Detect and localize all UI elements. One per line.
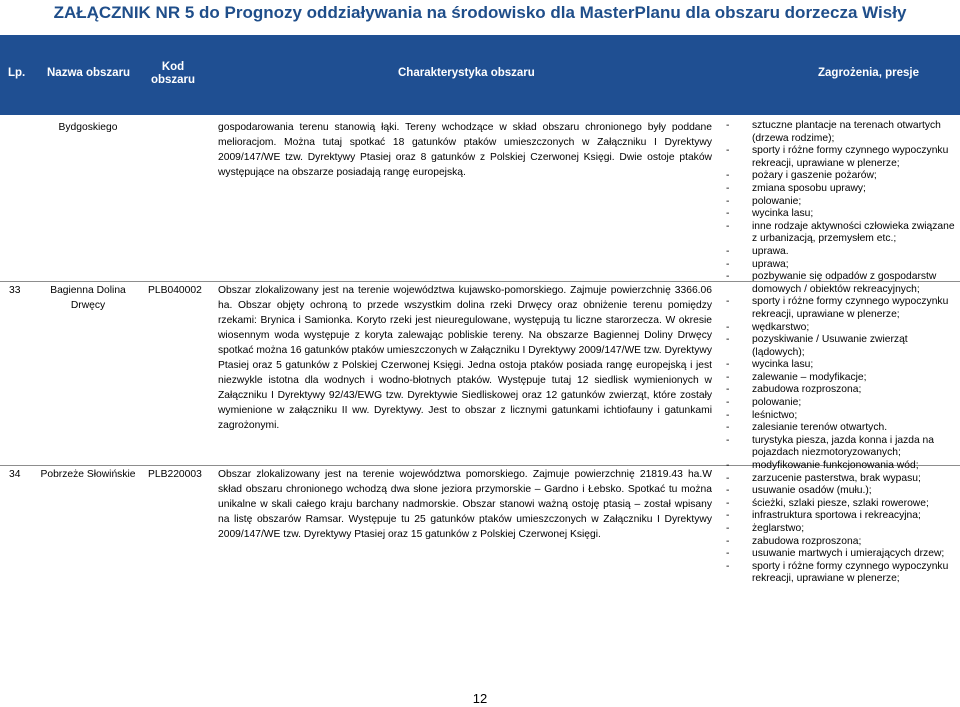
threat-item: - pozyskiwanie / Usuwanie zwierząt (lądowych); — [726, 334, 958, 359]
threat-item: - polowanie; — [726, 397, 958, 410]
threat-item: - uprawa; — [726, 259, 958, 272]
threat-item: - żeglarstwo; — [726, 523, 958, 536]
header-nazwa: Nazwa obszaru — [47, 67, 131, 79]
row-number: 33 — [9, 285, 21, 296]
row-description: Obszar zlokalizowany jest na terenie województwa kujawsko-pomorskiego. Zajmuje powierzchnię 3366.06 ha. Obszar objęty ochroną to przede wszystkim dolina rzeki Drwęcy oraz obniżenie terenu pomiędzy rzekami: Brynica i Samionka. Koryto rzeki jest nieuregulowane, występują tu liczne starorzecza. W okresie wiosennym woda występuje z koryta zalewając pobliskie tereny. Na obszarze Bagiennej Doliny Drwęcy spotkać można 16 gatunków ptaków umieszczonych w Załączniku I Dyrektywy 2009/147/WE tzw. Dyrektywy Ptasiej oraz 5 gatunków z Polskiej Czerwonej Księgi. Jedna ostoja ptaków posiada rangę europejską i jest niezwykle istotna dla wodnych i wodno-błotnych ptaków. Występuje tutaj 12 siedlisk wymienionych w Załączniku I Dyrektywy 92/43/EWG tzw. Dyrektywie Siedliskowej oraz 12 gatunków zwierząt, które zostały wymienione w załączniku II ww. Dyrektywy. Jest to obszar z licznymi gatunkami ichtiofauny i gatunkami zagrożonymi. — [218, 285, 712, 431]
header-kod: Kod obszaru — [150, 61, 196, 86]
threats-column — [726, 120, 958, 586]
threat-item: - wycinka lasu; — [726, 208, 958, 221]
threat-item: - zmiana sposobu uprawy; — [726, 183, 958, 196]
row-code: PLB220003 — [148, 469, 202, 480]
threat-item: - polowanie; — [726, 196, 958, 209]
row-name: Bydgoskiego — [58, 122, 118, 133]
row-description: Obszar zlokalizowany jest na terenie województwa pomorskiego. Zajmuje powierzchnię 21819.43 ha.W skład obszaru chronionego wchodzą dwa słone jeziora przymorskie – Gardno i Łebsko. Spotkać tu można unikalne w skali całego kraju barchany nadmorskie. Obszar stanowi ważną ostoję ptasią – został wpisany na listę obszarów Ramsar. Występuje tu 25 gatunków ptaków umieszczonych w Załączniku I Dyrektywy 2009/147/WE tzw. Dyrektywy Ptasiej oraz 15 gatunków z Polskiej Czerwonej Księgi. — [218, 469, 712, 540]
table-header — [0, 35, 960, 115]
threat-item: - zarzucenie pasterstwa, brak wypasu; — [726, 473, 958, 486]
threat-item: - modyfikowanie funkcjonowania wód; — [726, 460, 958, 473]
threat-item: - usuwanie osadów (mułu.); — [726, 485, 958, 498]
threats-list-33 — [726, 259, 958, 435]
threat-item: - wycinka lasu; — [726, 359, 958, 372]
row-name: Bagienna Dolina Drwęcy — [50, 285, 126, 311]
threat-item: - inne rodzaje aktywności człowieka związane z urbanizacją, przemysłem etc.; — [726, 221, 958, 246]
threats-list-34 — [726, 435, 958, 586]
header-lp: Lp. — [8, 67, 26, 79]
threat-item: - leśnictwo; — [726, 410, 958, 423]
threat-item: - zalewanie – modyfikacje; — [726, 372, 958, 385]
threat-item: - sporty i różne formy czynnego wypoczynku rekreacji, uprawiane w plenerze; — [726, 561, 958, 586]
threat-item: - sporty i różne formy czynnego wypoczynku rekreacji, uprawiane w plenerze; — [726, 296, 958, 321]
threat-item: - ścieżki, szlaki piesze, szlaki rowerowe; — [726, 498, 958, 511]
threats-list-0 — [726, 120, 958, 259]
threat-item: - pożary i gaszenie pożarów; — [726, 170, 958, 183]
header-zagrozenia: Zagrożenia, presje — [818, 67, 919, 79]
threat-item: - zabudowa rozproszona; — [726, 536, 958, 549]
threat-item: - usuwanie martwych i umierających drzew; — [726, 548, 958, 561]
row-description: gospodarowania terenu stanowią łąki. Tereny wchodzące w skład obszaru chronionego były poddane melioracjom. Można tutaj spotkać 18 gatunków ptaków umieszczonych w Załączniku I Dyrektywy 2009/147/WE tzw. Dyrektywy Ptasiej oraz 8 gatunków z Polskiej Czerwonej Księgi. Dwie ostoje ptaków występujące na obszarze posiadają rangę europejską. — [218, 122, 712, 178]
threat-item: - pozbywanie się odpadów z gospodarstw domowych / obiektów rekreacyjnych; — [726, 271, 958, 296]
header-charakterystyka: Charakterystyka obszaru — [398, 67, 535, 79]
row-code: PLB040002 — [148, 285, 202, 296]
threat-item: - turystyka piesza, jazda konna i jazda na pojazdach niezmotoryzowanych; — [726, 435, 958, 460]
threat-item: - zalesianie terenów otwartych. — [726, 422, 958, 435]
document-title: ZAŁĄCZNIK NR 5 do Prognozy oddziaływania na środowisko dla MasterPlanu dla obszaru dorzecza Wisły — [53, 3, 907, 22]
threat-item: - infrastruktura sportowa i rekreacyjna; — [726, 510, 958, 523]
page-number: 12 — [472, 691, 488, 706]
threat-item: - wędkarstwo; — [726, 322, 958, 335]
row-name: Pobrzeże Słowińskie — [40, 469, 136, 480]
row-number: 34 — [9, 469, 21, 480]
threat-item: - sztuczne plantacje na terenach otwartych (drzewa rodzime); — [726, 120, 958, 145]
threat-item: - zabudowa rozproszona; — [726, 384, 958, 397]
threat-item: - sporty i różne formy czynnego wypoczynku rekreacji, uprawiane w plenerze; — [726, 145, 958, 170]
threat-item: - uprawa. — [726, 246, 958, 259]
